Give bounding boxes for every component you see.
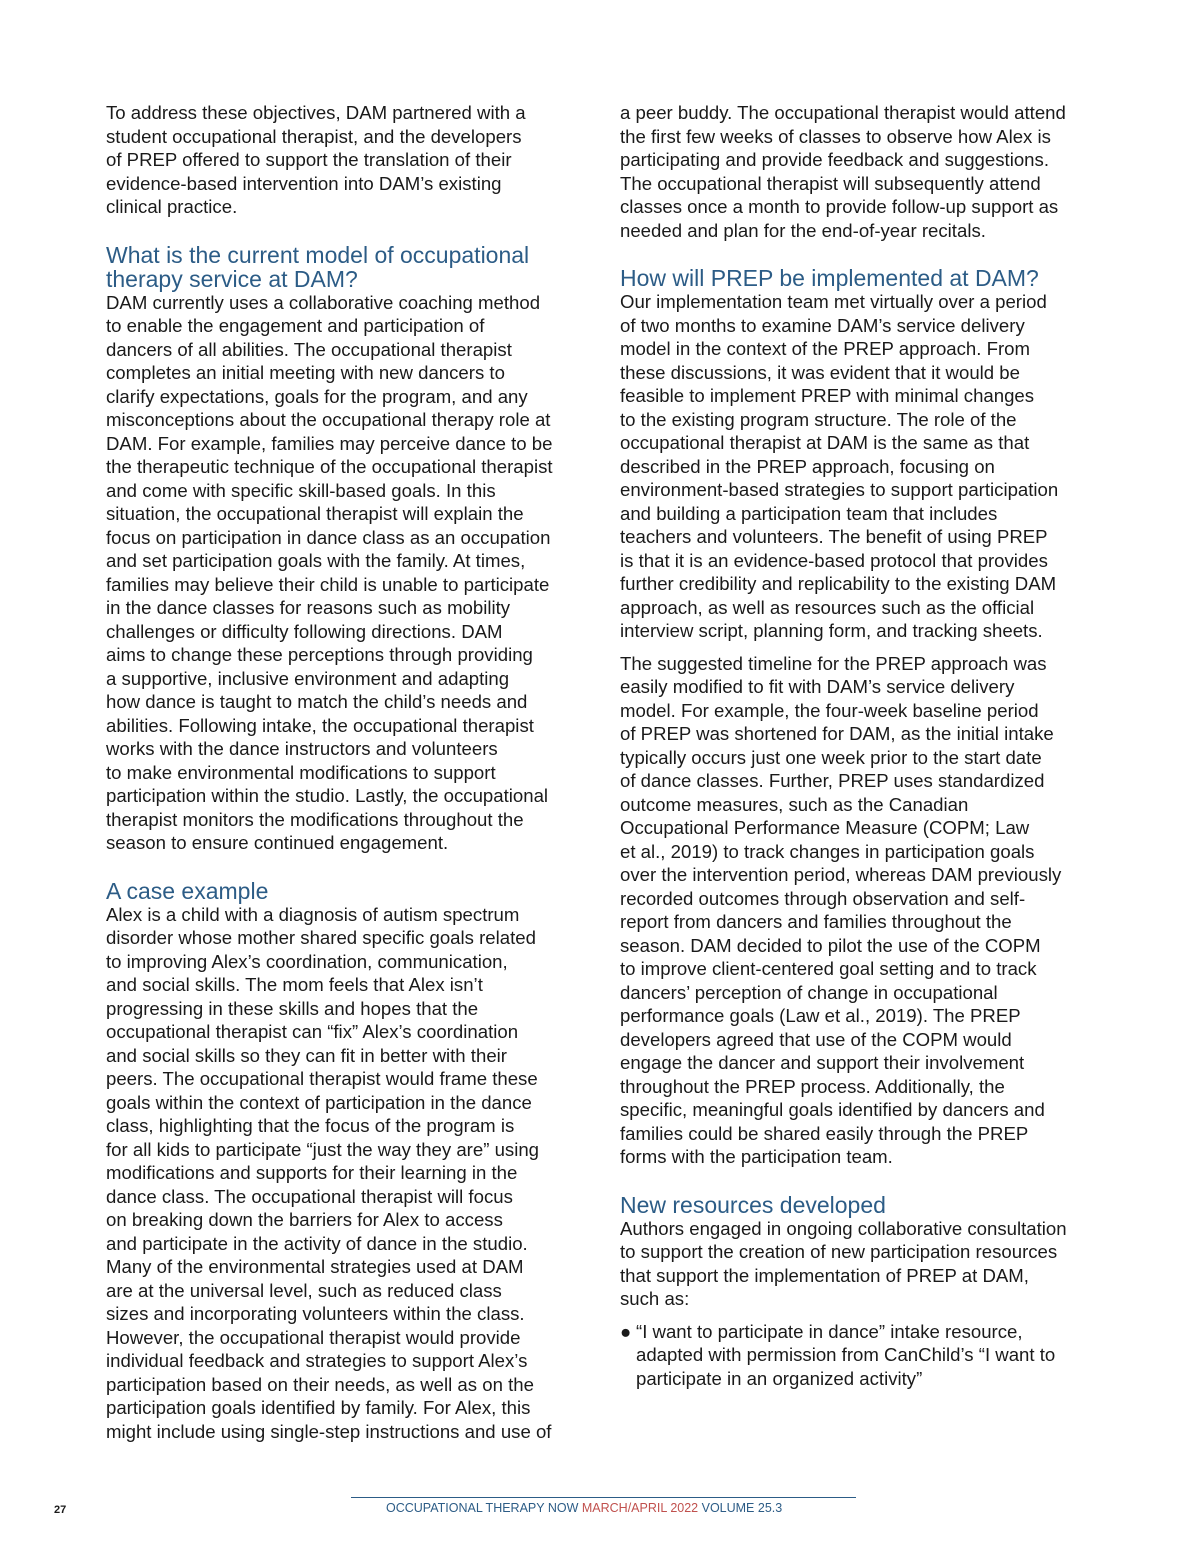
prep-timeline-paragraph: The suggested timeline for the PREP approach was easily modified to fit with DAM’s service delivery model. For example, the four-week baseline period of PREP was shortened for DAM, as the initial intake typically occurs just one week prior to the start date of dance classes. Further, PREP uses standardized outcome measures, such as the Canadian Occupational Performance Measure (COPM; Law et al., 2019) to track changes in participation goals over the intervention period, whereas DAM previously recorded outcomes through observation and self- report from dancers and families throughout the season. DAM decided to pilot the use of the COPM to improve client-centered goal setting and to track dancers’ perception of change in occupational performance goals (Law et al., 2019). The PREP developers agreed that use of the COPM would engage the dancer and support their involvement throughout the PREP process. Additionally, the specific, meaningful goals identified by dancers and families could be shared easily through the PREP forms with the participation team. [620,652,1062,1167]
new-resources-paragraph: Authors engaged in ongoing collaborative consultation to support the creation of new participation resources that support the implementation of PREP at DAM, such as: [620,1217,1067,1309]
case-example-continuation: a peer buddy. The occupational therapist would attend the first few weeks of classes to observe how Alex is participating and provide feedback and suggestions. The occupational therapist will subsequently attend classes once a month to provide follow-up support as needed and plan for the end-of-year recitals. [620,102,1066,241]
page-number: 27 [54,1504,67,1516]
footer-volume: VOLUME 25.3 [701,1501,783,1515]
bullet-text: “I want to participate in dance” intake resource, adapted with permission from CanChild’s “I want to participate in an organized activity” [636,1320,1056,1389]
footer-divider [351,1497,856,1498]
current-model-paragraph: DAM currently uses a collaborative coaching method to enable the engagement and participation of dancers of all abilities. The occupational therapist completes an initial meeting with new dancers to clarify expectations, goals for the program, and any misconceptions about the occupational therapy role at DAM. For example, families may perceive dance to be the therapeutic technique of the occupational therapist and come with specific skill-based goals. In this situation, the occupational therapist will explain the focus on participation in dance class as an occupation and set participation goals with the family. At times, families may believe their child is unable to participate in the dance classes for reasons such as mobility challenges or difficulty following directions. DAM aims to change these perceptions through providing a supportive, inclusive environment and adapting how dance is taught to match the child’s needs and abilities. Following intake, the occupational therapist works with the dance instructors and volunteers to make environmental modifications to support participation within the studio. Lastly, the occupational therapist monitors the modifications throughout the season to ensure continued engagement. [106,291,553,853]
case-example-paragraph: Alex is a child with a diagnosis of autism spectrum disorder whose mother shared specific goals related to improving Alex’s coordination, communication, and social skills. The mom feels that Alex isn’t progressing in these skills and hopes that the occupational therapist can “fix” Alex’s coordination and social skills so they can fit in better with their peers. The occupational therapist would frame these goals within the context of participation in the dance class, highlighting that the focus of the program is for all kids to participate “just the way they are” using modifications and supports for their learning in the dance class. The occupational therapist will focus on breaking down the barriers for Alex to access and participate in the activity of dance in the studio. Many of the environmental strategies used at DAM are at the universal level, such as reduced class sizes and incorporating volunteers within the class. However, the occupational therapist would provide individual feedback and strategies to support Alex’s participation based on their needs, as well as on the participation goals identified by family. For Alex, this might include using single-step instructions and use of [106,903,552,1442]
left-column [106,101,584,1443]
intro-paragraph: To address these objectives, DAM partnered with a student occupational therapist, and the developers of PREP offered to support the translation of their evidence-based intervention into DAM’s existing clinical practice. [106,102,526,217]
right-column [620,101,1098,1390]
footer-journal-title: OCCUPATIONAL THERAPY NOW [386,1501,579,1515]
section-heading-case-example: A case example [106,877,269,904]
section-heading-prep-implementation: How will PREP be implemented at DAM? [620,265,1039,291]
prep-implementation-paragraph: Our implementation team met virtually over a period of two months to examine DAM’s service delivery model in the context of the PREP approach. From these discussions, it was evident that it would be feasible to implement PREP with minimal changes to the existing program structure. The role of the occupational therapist at DAM is the same as that described in the PREP approach, focusing on environment-based strategies to support participation and building a participation team that includes teachers and volunteers. The benefit of using PREP is that it is an evidence-based protocol that provides further credibility and replicability to the existing DAM approach, as well as resources such as the official interview script, planning form, and tracking sheets. [620,291,1059,641]
section-heading-new-resources: New resources developed [620,1191,886,1218]
footer-issue-date: MARCH/APRIL 2022 [581,1501,699,1515]
bullet-list-item [620,1320,1098,1391]
footer-journal-info [386,1501,782,1516]
bullet-icon: ● [620,1320,632,1342]
section-heading-current-model: What is the current model of occupational therapy service at DAM? [106,241,530,292]
